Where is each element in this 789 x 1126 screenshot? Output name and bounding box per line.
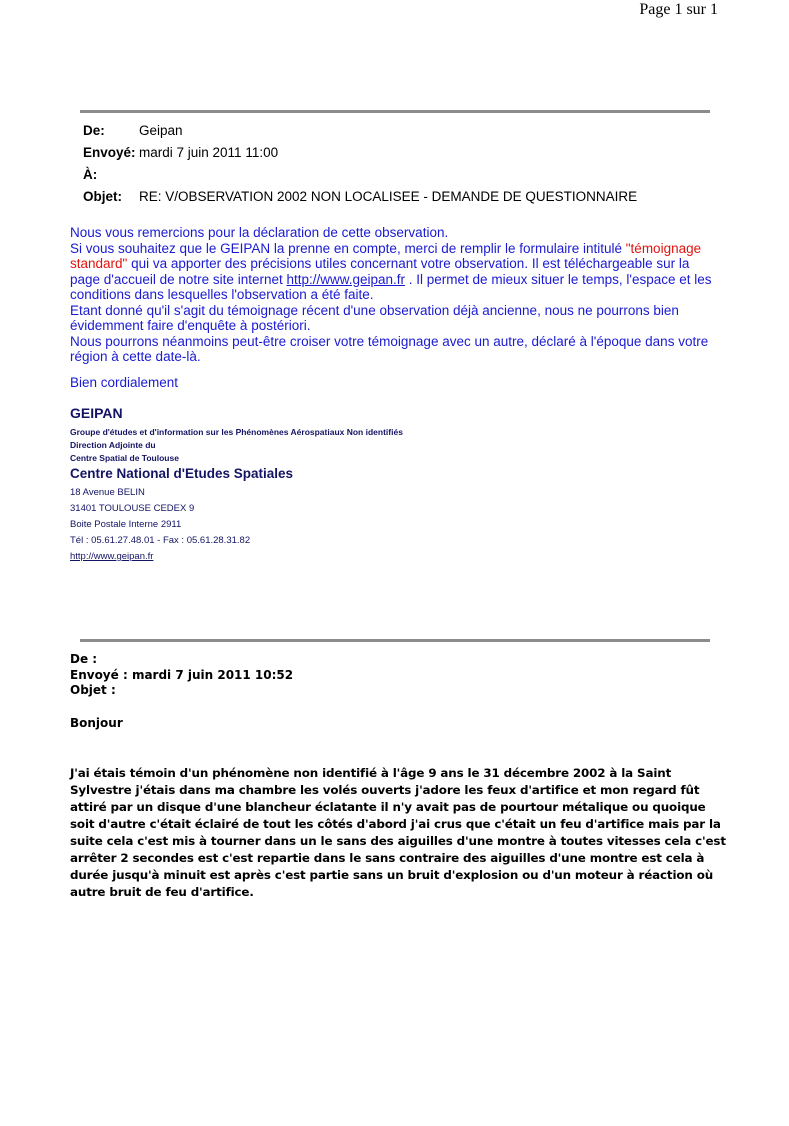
signature-street: 18 Avenue BELIN (70, 487, 145, 498)
header-divider (80, 110, 710, 113)
signature-address (70, 485, 250, 565)
original-greeting: Bonjour (70, 716, 123, 730)
reply-line-4: Nous pourrons néanmoins peut-être croiser votre témoignage avec un autre, déclaré à l'époque dans votre région à cette date-là. (70, 333, 709, 364)
signature-centre: Centre Spatial de Toulouse (70, 453, 179, 463)
signature-full-name: Groupe d'études et d'information sur les Phénomènes Aérospatiaux Non identifiés (70, 427, 403, 437)
reply-body (70, 225, 720, 365)
original-from-label: De : (70, 652, 98, 666)
sent-value: mardi 7 juin 2011 11:00 (139, 145, 279, 160)
from-label: De: (83, 123, 105, 138)
original-subject-label: Objet : (70, 683, 116, 697)
signature-city: 31401 TOULOUSE CEDEX 9 (70, 503, 195, 514)
geipan-link[interactable]: http://www.geipan.fr (286, 271, 406, 287)
regards: Bien cordialement (70, 375, 179, 390)
reply-line-2b: qui va apporter des précisions utiles concernant votre observation. Il est téléchargeable sur la page d'accueil de notre site internet (70, 256, 690, 287)
original-message-divider (80, 639, 710, 642)
original-message-text: J'ai étais témoin d'un phénomène non identifié à l'âge 9 ans le 31 décembre 2002 à la Saint Sylvestre j'étais dans ma chambre les volés ouverts j'adore les feux d'artifice et mon regard fût attiré par un disque d'une blancheur éclatante il n'y avait pas de pourtour métalique ou quoique soit d'autre c'était éclairé de tout les côtés d'abord j'ai crus que c'était un feu d'artifice mais par la suite cela c'est mis à tourner dans un le sans des aiguilles d'une montre à toutes vitesses cela c'est arrêter 2 secondes est c'est repartie dans le sans contraire des aiguilles d'une montre est cela à durée jusqu'à minuit est après c'est partie sans un bruit d'explosion ou d'un moteur à réaction où autre bruit de feu d'artifice. (70, 766, 726, 899)
reply-line-2a: Si vous souhaitez que le GEIPAN la prenne en compte, merci de remplir le formulaire intitulé (70, 240, 626, 256)
to-label: À: (83, 167, 98, 182)
signature-phone-fax: Tél : 05.61.27.48.01 - Fax : 05.61.28.31.82 (70, 535, 251, 546)
reply-line-2 (70, 241, 720, 303)
reply-line-2c: . Il permet de mieux situer le temps, l'espace et les conditions dans lesquelles l'observation a été faite. (70, 271, 712, 302)
signature-cnes: Centre National d'Etudes Spatiales (70, 466, 294, 481)
signature-po-box: Boite Postale Interne 2911 (70, 519, 182, 530)
subject-label: Objet: (83, 189, 122, 204)
original-header (70, 652, 293, 699)
sent-label: Envoyé: (83, 145, 136, 160)
original-sent-row (70, 668, 293, 684)
signature-name: GEIPAN (70, 405, 123, 421)
subject-value: RE: V/OBSERVATION 2002 NON LOCALISEE - DEMANDE DE QUESTIONNAIRE (139, 189, 638, 204)
signature-org (70, 426, 403, 465)
signature-direction: Direction Adjointe du (70, 440, 156, 450)
reply-line-3: Etant donné qu'il s'agit du témoignage récent d'une observation déjà ancienne, nous ne pourrons bien évidemment faire d'enquête à postériori. (70, 302, 679, 333)
original-sent-value: mardi 7 juin 2011 10:52 (131, 667, 294, 682)
form-title: "témoignage standard" (70, 240, 702, 271)
reply-line-1: Nous vous remercions pour la déclaration de cette observation. (70, 225, 449, 240)
page-number: Page 1 sur 1 (639, 1, 718, 18)
original-sent-label: Envoyé : (70, 667, 128, 682)
from-value: Geipan (139, 123, 183, 138)
signature-website-link[interactable]: http://www.geipan.fr (70, 551, 154, 562)
